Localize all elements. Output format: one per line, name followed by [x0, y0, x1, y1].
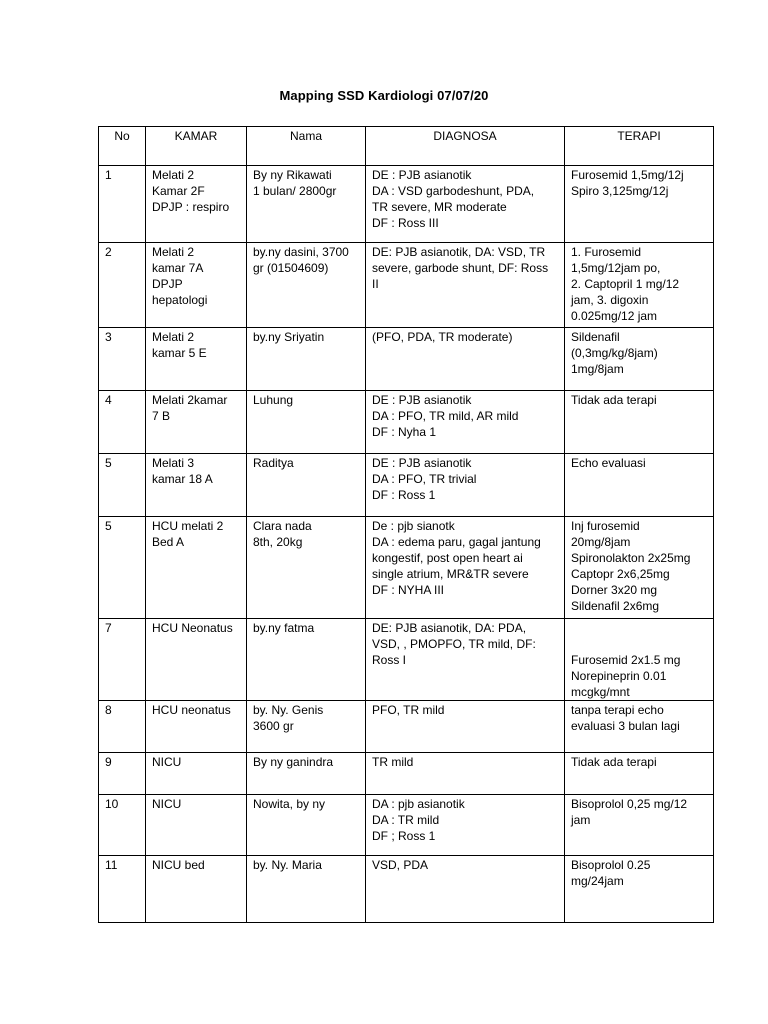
- table-row: [99, 166, 714, 243]
- cell-diagnosa: DE: PJB asianotik, DA: PDA, VSD, , PMOPFO, TR mild, DF: Ross I: [366, 619, 565, 701]
- cell-kamar: Melati 2kamar 7 B: [146, 391, 247, 454]
- header-no: No: [99, 127, 146, 166]
- cell-terapi: Bisoprolol 0,25 mg/12 jam: [565, 795, 714, 856]
- cell-kamar: Melati 3 kamar 18 A: [146, 454, 247, 517]
- cell-diagnosa: DA : pjb asianotik DA : TR mild DF ; Ross 1: [366, 795, 565, 856]
- cell-no: 8: [99, 701, 146, 753]
- table-row: [99, 391, 714, 454]
- cell-terapi: Echo evaluasi: [565, 454, 714, 517]
- cell-no: 11: [99, 856, 146, 923]
- cell-terapi: 1. Furosemid 1,5mg/12jam po, 2. Captopril 1 mg/12 jam, 3. digoxin 0.025mg/12 jam: [565, 243, 714, 328]
- cell-terapi: Furosemid 1,5mg/12j Spiro 3,125mg/12j: [565, 166, 714, 243]
- cell-nama: By ny Rikawati 1 bulan/ 2800gr: [247, 166, 366, 243]
- cell-no: 1: [99, 166, 146, 243]
- header-nama: Nama: [247, 127, 366, 166]
- document-title: Mapping SSD Kardiologi 07/07/20: [279, 88, 489, 103]
- cell-diagnosa: DE: PJB asianotik, DA: VSD, TR severe, garbode shunt, DF: Ross II: [366, 243, 565, 328]
- cell-no: 4: [99, 391, 146, 454]
- cell-diagnosa: De : pjb sianotk DA : edema paru, gagal jantung kongestif, post open heart ai single atrium, MR&TR severe DF : NYHA III: [366, 517, 565, 619]
- cell-terapi: Sildenafil (0,3mg/kg/8jam) 1mg/8jam: [565, 328, 714, 391]
- table-row: [99, 619, 714, 701]
- cell-nama: Luhung: [247, 391, 366, 454]
- cell-terapi: Tidak ada terapi: [565, 391, 714, 454]
- header-terapi: TERAPI: [565, 127, 714, 166]
- cell-nama: by.ny dasini, 3700 gr (01504609): [247, 243, 366, 328]
- table-row: [99, 753, 714, 795]
- table-row: [99, 454, 714, 517]
- cell-nama: Clara nada 8th, 20kg: [247, 517, 366, 619]
- table-row: [99, 328, 714, 391]
- patient-mapping-table: [98, 126, 714, 923]
- cell-nama: by. Ny. Genis 3600 gr: [247, 701, 366, 753]
- cell-kamar: NICU: [146, 753, 247, 795]
- cell-diagnosa: VSD, PDA: [366, 856, 565, 923]
- cell-nama: By ny ganindra: [247, 753, 366, 795]
- header-kamar: KAMAR: [146, 127, 247, 166]
- cell-diagnosa: TR mild: [366, 753, 565, 795]
- cell-no: 2: [99, 243, 146, 328]
- cell-terapi: Furosemid 2x1.5 mg Norepineprin 0.01 mcgkg/mnt: [565, 619, 714, 701]
- table-row: [99, 701, 714, 753]
- cell-diagnosa: DE : PJB asianotik DA : PFO, TR trivial DF : Ross 1: [366, 454, 565, 517]
- cell-terapi: tanpa terapi echo evaluasi 3 bulan lagi: [565, 701, 714, 753]
- cell-terapi: Tidak ada terapi: [565, 753, 714, 795]
- cell-no: 5: [99, 517, 146, 619]
- cell-nama: by.ny fatma: [247, 619, 366, 701]
- cell-no: 3: [99, 328, 146, 391]
- table-row: [99, 243, 714, 328]
- cell-kamar: Melati 2 Kamar 2F DPJP : respiro: [146, 166, 247, 243]
- cell-no: 7: [99, 619, 146, 701]
- cell-kamar: Melati 2 kamar 5 E: [146, 328, 247, 391]
- cell-diagnosa: PFO, TR mild: [366, 701, 565, 753]
- cell-no: 10: [99, 795, 146, 856]
- cell-nama: by. Ny. Maria: [247, 856, 366, 923]
- header-diagnosa: DIAGNOSA: [366, 127, 565, 166]
- cell-kamar: NICU: [146, 795, 247, 856]
- cell-no: 5: [99, 454, 146, 517]
- cell-no: 9: [99, 753, 146, 795]
- cell-terapi: Bisoprolol 0.25 mg/24jam: [565, 856, 714, 923]
- cell-nama: Nowita, by ny: [247, 795, 366, 856]
- cell-kamar: HCU melati 2 Bed A: [146, 517, 247, 619]
- cell-kamar: Melati 2 kamar 7A DPJP hepatologi: [146, 243, 247, 328]
- cell-diagnosa: (PFO, PDA, TR moderate): [366, 328, 565, 391]
- cell-terapi: Inj furosemid 20mg/8jam Spironolakton 2x25mg Captopr 2x6,25mg Dorner 3x20 mg Sildenafil 2x6mg: [565, 517, 714, 619]
- table-row: [99, 795, 714, 856]
- table-row: [99, 856, 714, 923]
- cell-nama: Raditya: [247, 454, 366, 517]
- cell-kamar: NICU bed: [146, 856, 247, 923]
- table-header-row: [99, 127, 714, 166]
- cell-nama: by.ny Sriyatin: [247, 328, 366, 391]
- cell-kamar: HCU Neonatus: [146, 619, 247, 701]
- cell-diagnosa: DE : PJB asianotik DA : PFO, TR mild, AR mild DF : Nyha 1: [366, 391, 565, 454]
- cell-kamar: HCU neonatus: [146, 701, 247, 753]
- cell-diagnosa: DE : PJB asianotik DA : VSD garbodeshunt, PDA, TR severe, MR moderate DF : Ross III: [366, 166, 565, 243]
- table-row: [99, 517, 714, 619]
